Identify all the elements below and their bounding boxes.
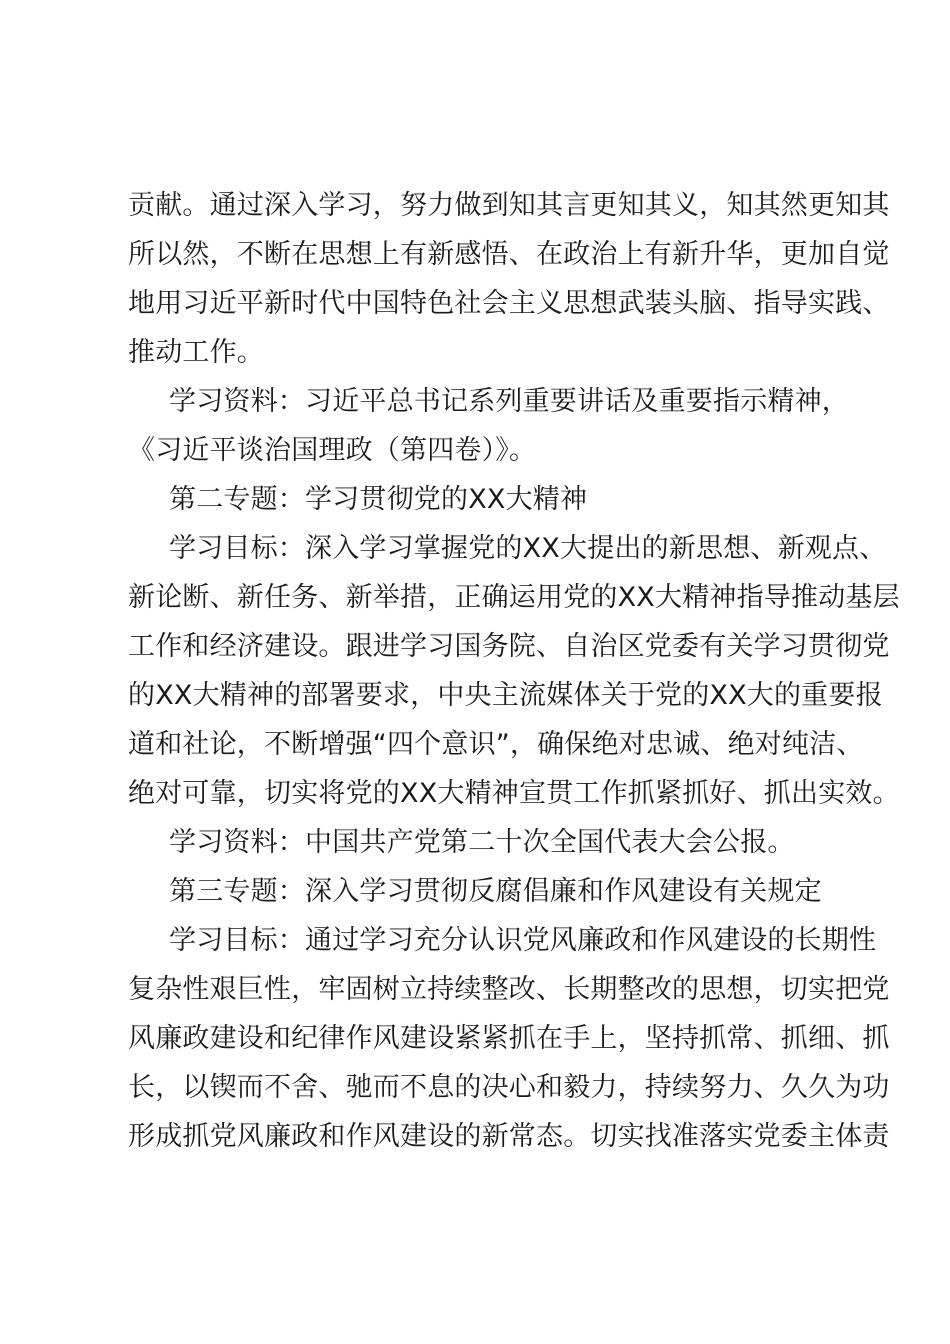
paragraph-line: 工作和经济建设。跟进学习国务院、自治区党委有关学习贯彻党 [128,631,890,662]
paragraph-line: 的XX大精神的部署要求，中央主流媒体关于党的XX大的重要报 [128,680,883,711]
study-materials-line: 学习资料：习近平总书记系列重要讲话及重要指示精神， [169,386,849,417]
study-materials-line: 《习近平谈治国理政（第四卷）》。 [128,435,537,466]
study-goal-line: 学习目标：通过学习充分认识党风廉政和作风建设的长期性 [169,925,877,956]
topic-heading: 第三专题：深入学习贯彻反腐倡廉和作风建设有关规定 [169,876,822,907]
paragraph-line: 地用习近平新时代中国特色社会主义思想武装头脑、指导实践、 [128,288,890,319]
study-materials-line: 学习资料：中国共产党第二十次全国代表大会公报。 [169,827,795,858]
paragraph-line: 绝对可靠，切实将党的XX大精神宣贯工作抓紧抓好、抓出实效。 [128,778,900,809]
paragraph-line: 形成抓党风廉政和作风建设的新常态。切实找准落实党委主体责 [128,1121,890,1152]
paragraph-line: 贡献。通过深入学习，努力做到知其言更知其义，知其然更知其 [128,190,890,221]
paragraph-line: 道和社论，不断增强“四个意识”，确保绝对忠诚、绝对纯洁、 [128,729,864,760]
paragraph-line: 所以然，不断在思想上有新感悟、在政治上有新升华，更加自觉 [128,239,890,270]
paragraph-line: 推动工作。 [128,337,264,368]
paragraph-line: 风廉政建设和纪律作风建设紧紧抓在手上，坚持抓常、抓细、抓 [128,1023,890,1054]
document-body [128,181,900,1161]
study-goal-line: 学习目标：深入学习掌握党的XX大提出的新思想、新观点、 [169,533,887,564]
topic-heading: 第二专题：学习贯彻党的XX大精神 [169,484,588,515]
paragraph-line: 复杂性艰巨性，牢固树立持续整改、长期整改的思想，切实把党 [128,974,890,1005]
paragraph-line: 长，以锲而不舍、驰而不息的决心和毅力，持续努力、久久为功 [128,1072,890,1103]
paragraph-line: 新论断、新任务、新举措，正确运用党的XX大精神指导推动基层 [128,582,900,613]
